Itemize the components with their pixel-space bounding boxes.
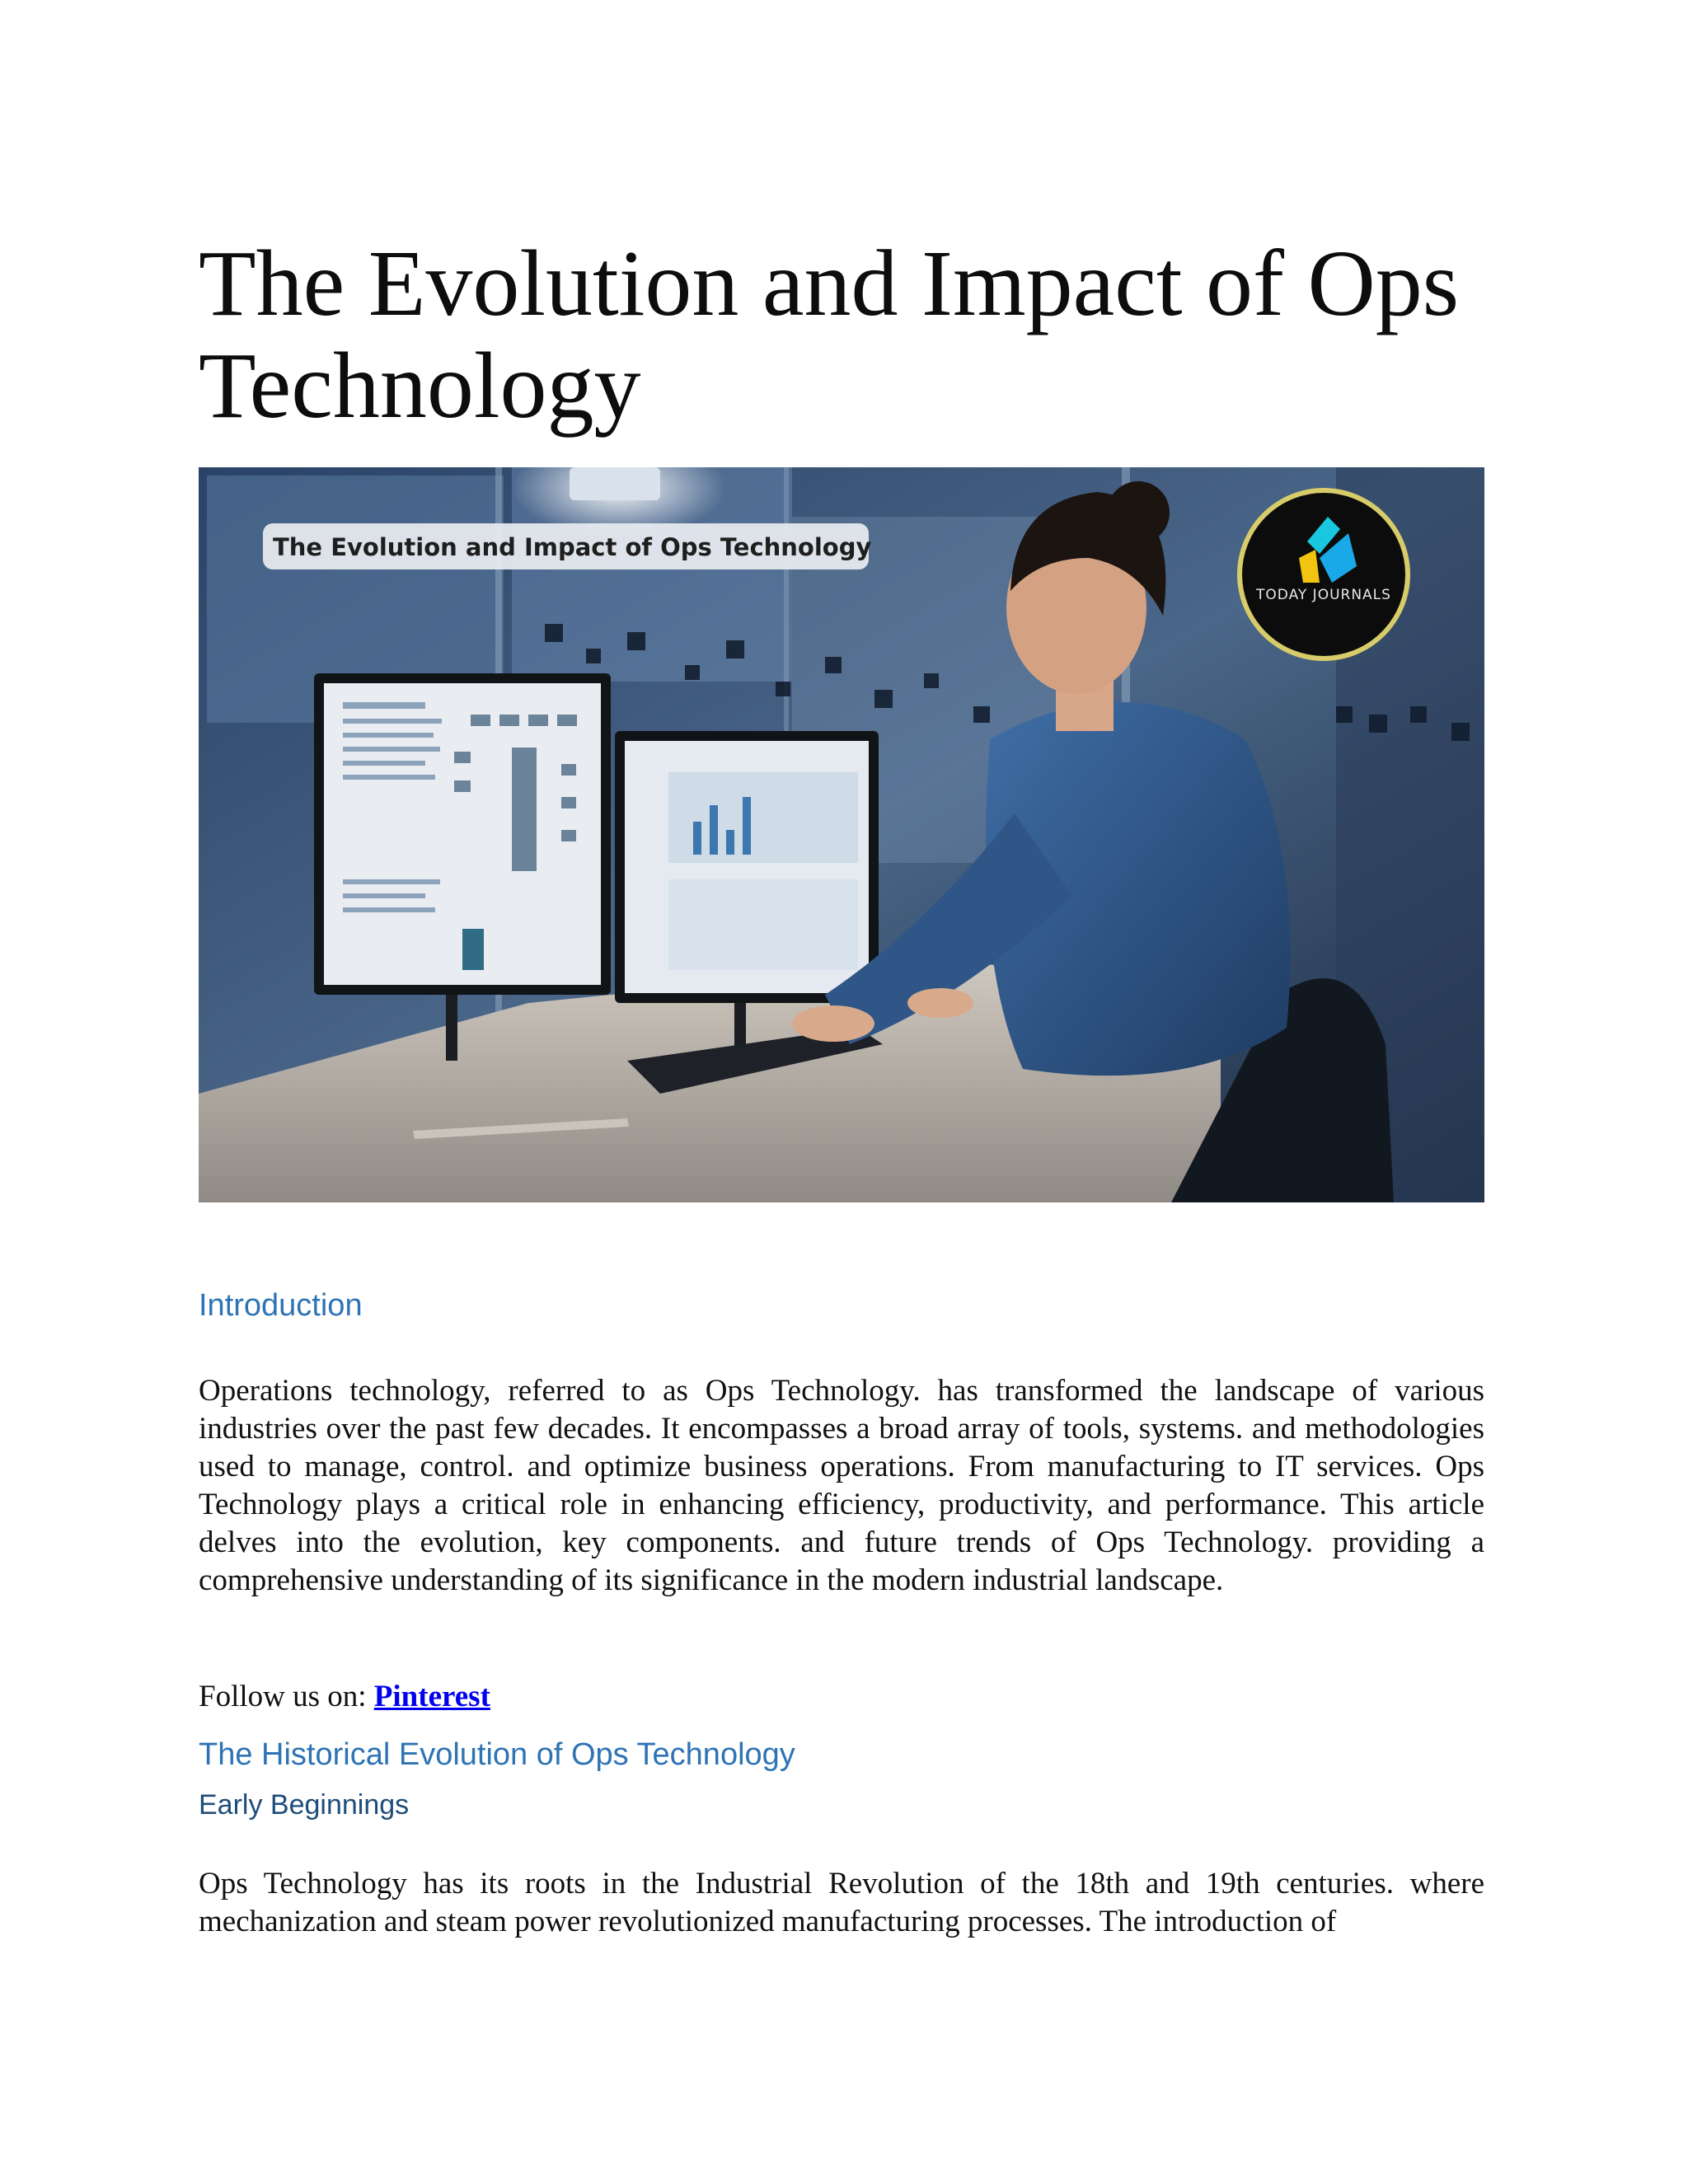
intro-paragraph: Operations technology, referred to as Ops Technology. has transformed the landscape of various industries over the past few decades. It encompasses a broad array of tools, systems. and methodologies used to manage, control. and optimize business operations. From manufacturing to IT services. Ops Technology plays a critical role in enhancing efficiency, productivity, and performance. This article delves into the evolution, key components. and future trends of Ops Technology. providing a comprehensive understanding of its significance in the modern industrial landscape. — [199, 1374, 1484, 1597]
hero-caption: The Evolution and Impact of Ops Technology — [273, 533, 872, 561]
logo-text: TODAY JOURNALS — [1256, 587, 1391, 603]
follow-label: Follow us on: — [199, 1680, 374, 1713]
history-heading: The Historical Evolution of Ops Technology — [199, 1737, 795, 1772]
page-title: The Evolution and Impact of Ops Technology — [199, 231, 1460, 438]
early-beginnings-subheading: Early Beginnings — [199, 1789, 410, 1821]
pinterest-link[interactable]: Pinterest — [373, 1680, 490, 1713]
today-journals-logo — [1240, 490, 1408, 658]
follow-line — [199, 1678, 490, 1716]
history-paragraph: Ops Technology has its roots in the Industrial Revolution of the 18th and 19th centuries. where mechanization and steam power revolutionized manufacturing processes. The introduction of — [199, 1867, 1484, 1938]
intro-heading: Introduction — [199, 1288, 363, 1323]
hero-image — [199, 467, 1484, 1202]
